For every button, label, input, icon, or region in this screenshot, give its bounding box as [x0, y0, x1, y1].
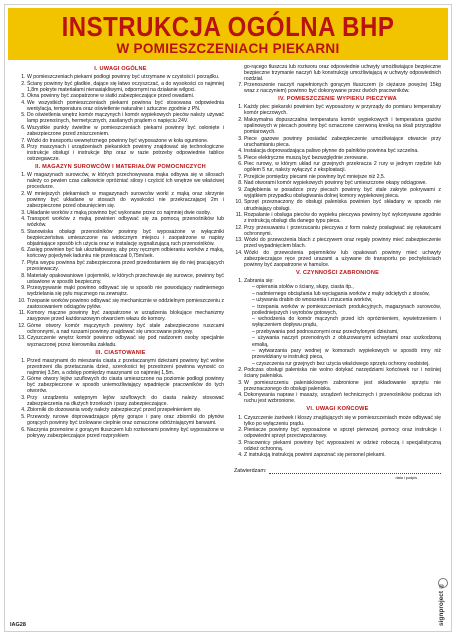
- list-item: 6. Wszystkie punkty świetlne w pomieszczeniach piekarni powinny być osłonięte i zabezpieczone przed zniszczeniem.: [27, 125, 224, 137]
- list-item: 7. Przenoszenie naczyń napełnionych gorącym tłuszczem (o ciężarze powyżej 15kg wraz z naczyniem) powinno być dokonywane przez dwóch pracowników.: [244, 82, 441, 94]
- list-item: 4. Z instrukcją instrukcją powinni zapoznać się personel piekarni.: [244, 452, 441, 458]
- section-list: [234, 104, 441, 268]
- list-item: 5. Piece elektryczne muszą być bezwzględnie zerowane.: [244, 155, 441, 161]
- list-item: 5. Do oświetlenia wnętrz komór mączynych i komór wypiekowych pieców należy używać lamp przenośnych, hermetycznych, zasilanych prądem o napięciu 24V.: [27, 112, 224, 124]
- list-item: 14. Wózki do przewożenia pojemników lub opakowań powinny mieć uchwyty zabezpieczające ręce przed urazami a używane do transportu po pochyłościach powinny być zaopatrzone w hamulce.: [244, 250, 441, 268]
- list-item: 13. Czyszczenie wnętrz komór powinno odbywać się pod nadzorem osoby specjalnie wyznaczonej przez kierownika zakładu.: [27, 335, 224, 347]
- bullet-item: – opierania stołów o ściany, słupy, ciasta itp.,: [252, 284, 441, 290]
- list-item: 11. Komory mączne powinny być zaopatrzone w urządzenia blokujące mechanizmy zasypowe przed każdorazowym otwarciem włazu do komory.: [27, 310, 224, 322]
- list-item: 7. Płyta wsypu powinna być zabezpieczona przed przedostaniem się do niej pracujących przesiewaczy.: [27, 260, 224, 272]
- list-item: 6. Naczynia przenośne z gorącym tłuszczem lub roztworami powinny być wyposażone w pokrywy zabezpieczające przed rozpryskiem: [27, 427, 224, 439]
- list-item: 12. Górne otwory komór mączynych powinny być stale zabezpieczone ruszcami ochronnymi, a nad ruszami powinny znajdować się umocowane pokrywy.: [27, 323, 224, 335]
- list-item: 8. Przy maszynach i urządzeniach piekarskich powinny znajdować się technologiczne instrukcje obsługi i instrukcje bhp oraz w razie potrzeby odpowiednie tablice ostrzegawcze.: [27, 144, 224, 162]
- list-item: 2. Maksymalna dopuszczalna temperatura komór wypiekowych i temperatura gazów spalinowych w piecach powinny być oznaczone czerwoną kreską na skali przyrządów pomiarowych.: [244, 117, 441, 135]
- approval-label: Zatwierdzam:: [234, 468, 267, 475]
- list-item: 3. Przy urządzeniu wstępnym lejów szuflowych do ciasta należy stosować zabezpieczenia na dłużych trzonkach i pasy zabezpieczające.: [27, 395, 224, 407]
- section-heading: III. CIASTOWANIE: [95, 349, 146, 356]
- list-item: 2. Górne otwory lejów szuflowych do ciasta umieszczone na poziomie podłogi powinny być zabezpieczone w sposób uniemożliwiający wpadnięcie pracowników do tych otworów.: [27, 376, 224, 394]
- section-list: [17, 74, 224, 162]
- page-subtitle: W POMIESZCZENIACH PIEKARNI: [116, 41, 340, 56]
- brand-logo: signproject ®: [438, 582, 445, 626]
- list-item: 7. Wózki do transportu wewnętrznego powinny być wyposażone w koła ogumione.: [27, 138, 224, 144]
- page-title: INSTRUKCJA OGÓLNA BHP: [61, 12, 395, 44]
- list-item: 11. Rozpalanie i obsługa pieców do wypieku pieczywa powinny być wykonywane zgodnie z instrukcją obsługi dla danego typu pieca.: [244, 212, 441, 224]
- bullet-item: – używania naczyń przenośnych z obluzowanymi uchwytami oraz uszkodzoną emalią,: [252, 335, 441, 347]
- signature-caption: data i podpis: [395, 476, 417, 481]
- list-item: 1. Każdy piec piekarski powinien być wyposażony w przyrządy do pomiaru temperatury komór pieczowych.: [244, 104, 441, 116]
- list-item: 1. Przed maszynami do mieszania ciasta z przetaczanymi dzieżami powinny być wolne przestrzeni dla przetaczania dzież, szerokości tej przestrzeni powinna wynosić co najmniej 3,5m, a odstęp pomiędzy maszynami co najmniej 1,5m.: [27, 358, 224, 376]
- list-item: 7. Przejście pomiędzy piecami nie powinny być mniejsze niż 2,5.: [244, 174, 441, 180]
- bullet-item: – nadmiernego obciążania lub wyciągania worków z mąky odciętych z stosów,: [252, 291, 441, 297]
- list-item: 4. Instalacja doprowadzająca paliwo płynne do palników powinna być szczelna.: [244, 148, 441, 154]
- list-item: 9. Przesypywanie mąki powinno odbywać się w sposób nie powodujący nadmiernego wydzielania się pyłu mącznego na zewnątrz.: [27, 285, 224, 297]
- bullet-item: – trzepania worków w pomieszczeniach produkcyjnych, magazynach surowców, pośledniejszych i wyrobów gotowych,: [252, 304, 441, 316]
- section-list: [234, 278, 441, 404]
- list-item: 10. Sprzęt przeznaczony do obsługi paleniska powinien być składany w sposób nie utrudniający obsługi.: [244, 199, 441, 211]
- list-item: 4. Transport worków z mąką powinien odbywać się za pomocą przenośników lub wózków.: [27, 216, 224, 228]
- signature-line: [269, 468, 441, 474]
- section-heading: VI. UWAGI KOŃCOWE: [306, 406, 369, 413]
- bullet-item: – wchodzenia do komór mączynch przed ich opróżnieniem, wywietrzeniem i wyłączeniem dopływu prądu,: [252, 316, 441, 328]
- list-item: 2. Ściany powinny być gładkie, dające się łatwo oczyszczać, a do wysokości co najmniej 1,8m pokryte materiałami nienasiąkliwymi, odpornymi na działanie wilgoci.: [27, 81, 224, 93]
- list-item: 3. Piece gazowe powinny posiadać zabezpieczenie umożliwiające otwarcie przy uruchamianiu pieca.: [244, 136, 441, 148]
- list-item: 8. Nad otworami komór wypiekowych powinny być umieszczone okapy odciągowe.: [244, 180, 441, 186]
- list-item: 5. Przewody rurowe doprowadzające płyny gorące i parę oraz zbiorniki do płynów gorących powinny być izolowane cieplnie oraz oznaczone odróżniającymi barwami.: [27, 414, 224, 426]
- list-item: 3. Układanie worków z mąką powinno być wykonane przez co najmniej dwie osoby.: [27, 210, 224, 216]
- list-item: 5. Stanowiska obsługi przenośników powinny być wyposażone w wyłączniki bezpieczeństwa umieszczone na widocznym miejscu i zaopatrzone w napisy objaśniające sposób ich użycia oraz w instalację sygnalizującą ruch przenośników.: [27, 229, 224, 247]
- list-item: [244, 278, 441, 367]
- bullet-item: – wytwarzania pary wodnej w komorach wypiekowych w sposób inny niż przewidziany w instrukcji pieca,: [252, 348, 441, 360]
- bullet-item: – czyszczenia rur grzejnych bez użycia właściwego sprzętu ochrony osobistej.: [252, 361, 441, 367]
- list-item: 4. We wszystkich pomieszczeniach piekarni powinna być stosowana odpowiednia wentylacja, temperatura oraz oświetlenie naturalne i sztuczne zgodnie z PN.: [27, 100, 224, 112]
- list-item: 6. Piec rurowy, w którym układ rur grzejnych przekracza 2 rury w jednym rzędzie lub ogólem 5 rur, należy wyłączyć z eksploatacji.: [244, 161, 441, 173]
- list-item: 6. Zasięg powinien być tak ukształtowany, aby przy ręcznym odbieraniu worków z mąką, końcowy pojedynek ładunku nie przekraczał 0,75m/sek.: [27, 247, 224, 259]
- section-heading: I. UWAGI OGÓLNE: [94, 66, 147, 72]
- list-item: 2. Pieniacze powinny być wyposażone w sprzęt pierwszej pomocy oraz instrukcje i odpowiedni sprzęt przeciwpożarowy.: [244, 427, 441, 439]
- list-item: 3. Pracownicy piekarni powinny być wyposażeni w odzież roboczą i specjalistyczną odzież ochronną.: [244, 440, 441, 452]
- list-item: 1. W pomieszczeniach piekarni podłogi powinny być utrzymane w czystości i porządku.: [27, 74, 224, 80]
- bullet-list: [244, 284, 441, 367]
- list-item: 1. W magazynach surowców, w których przechowywana mąka odbywa się w silosach należy co pewien czas całkowicie opróżniać silosy i czyścić ich wnętrze we właściwej procedurze.: [27, 172, 224, 190]
- section-list: [17, 358, 224, 439]
- section-list: [234, 82, 441, 94]
- list-item: 10. Trzepanie worków powinno odbywać się mechanicznie w oddzielnym pomieszczeniu z zastosowaniem odciągów pyłów.: [27, 298, 224, 310]
- left-column: [17, 64, 224, 610]
- list-item: 3. Okna powinny być zaopatrzone w siatki zabezpieczające przed owadami.: [27, 93, 224, 99]
- list-item: 12. Przy przesuwaniu i przerzucaniu pieczywa z form należy posługiwać się rękawicami ochronnymi.: [244, 225, 441, 237]
- sign-header: [8, 8, 448, 60]
- list-item: 1. Czyszczenie żarówek i kloszy znajdujących się w pomieszczeniach może odbywać się tylko po wyłączeniu prądu.: [244, 415, 441, 427]
- list-item: 2. Podczas obsługi paleniska nie wolno dotykać narzędziami końcówek rur i nośniej ściany paleniska.: [244, 367, 441, 379]
- bullet-item: – przebywania pod podnoszonymi oraz przechylonymi dzieżami,: [252, 329, 441, 335]
- list-item: 13. Wózki do przewożenia blach z pieczywem oraz regały powinny mieć zabezpieczenie przed wypadnięciem blach.: [244, 237, 441, 249]
- approval-line: [234, 468, 441, 474]
- product-code: IAG28: [10, 622, 26, 628]
- section-heading: V. CZYNNOŚCI ZABRONIONE: [295, 270, 380, 276]
- list-intro: Zabrania się:: [244, 278, 274, 285]
- right-column: [234, 64, 441, 610]
- continued-text: go-rącego tłuszczu lub roztworu oraz odpowiednie uchwyty umożliwiające bezpieczne bezpieczne trzymanie naczyń lub konstrukcję umożliwiającą w uchwyty odpowiednich rozdział.: [244, 64, 441, 83]
- section-heading: II. MAGAZYN SUROWCÓW I MATERIAŁÓW POMOCNICZYCH: [35, 164, 206, 171]
- list-item: 4. Dokonywania napraw i masaży, urządzeń technicznych i przenośników podczas ich ruchu jest wzbronione.: [244, 392, 441, 404]
- list-item: 9. Zagłębienia w posadzce przy piecach powinny być stale zakryte pokrywami z wyjątkiem przypadku obsługiwania dolnej komory wypiekowej pieca.: [244, 187, 441, 199]
- list-item: 8. Materiały opakowaniowe i pojemniki, w których przechowuje się surowce, powinny być ustawione w sposób bezpieczny.: [27, 273, 224, 285]
- section-list: [234, 415, 441, 459]
- section-list: [17, 172, 224, 347]
- list-item: 4. Zbiorniki do dozowania wody należy zabezpieczyć przed przepełnieniem się.: [27, 407, 224, 413]
- list-item: 3. W pomieszczeniu palenisk/owym zabronione jest składowanie sprzętu nie przeznaczonego do obsługi paleniska.: [244, 380, 441, 392]
- section-heading: IV. POMIESZCZENIE WYPIEKU PIECZYWA: [278, 96, 397, 103]
- list-item: 2. W mniejszych piekarniach w magazynach surowców worki z mąką oraz skrzynie powinny być układane w stosach do wysokości nie przekraczającej 2m i zabezpieczone przed obsunięciem się.: [27, 191, 224, 209]
- bullet-item: – używania drabin do wnoszenia i zrzucenia worków,: [252, 297, 441, 303]
